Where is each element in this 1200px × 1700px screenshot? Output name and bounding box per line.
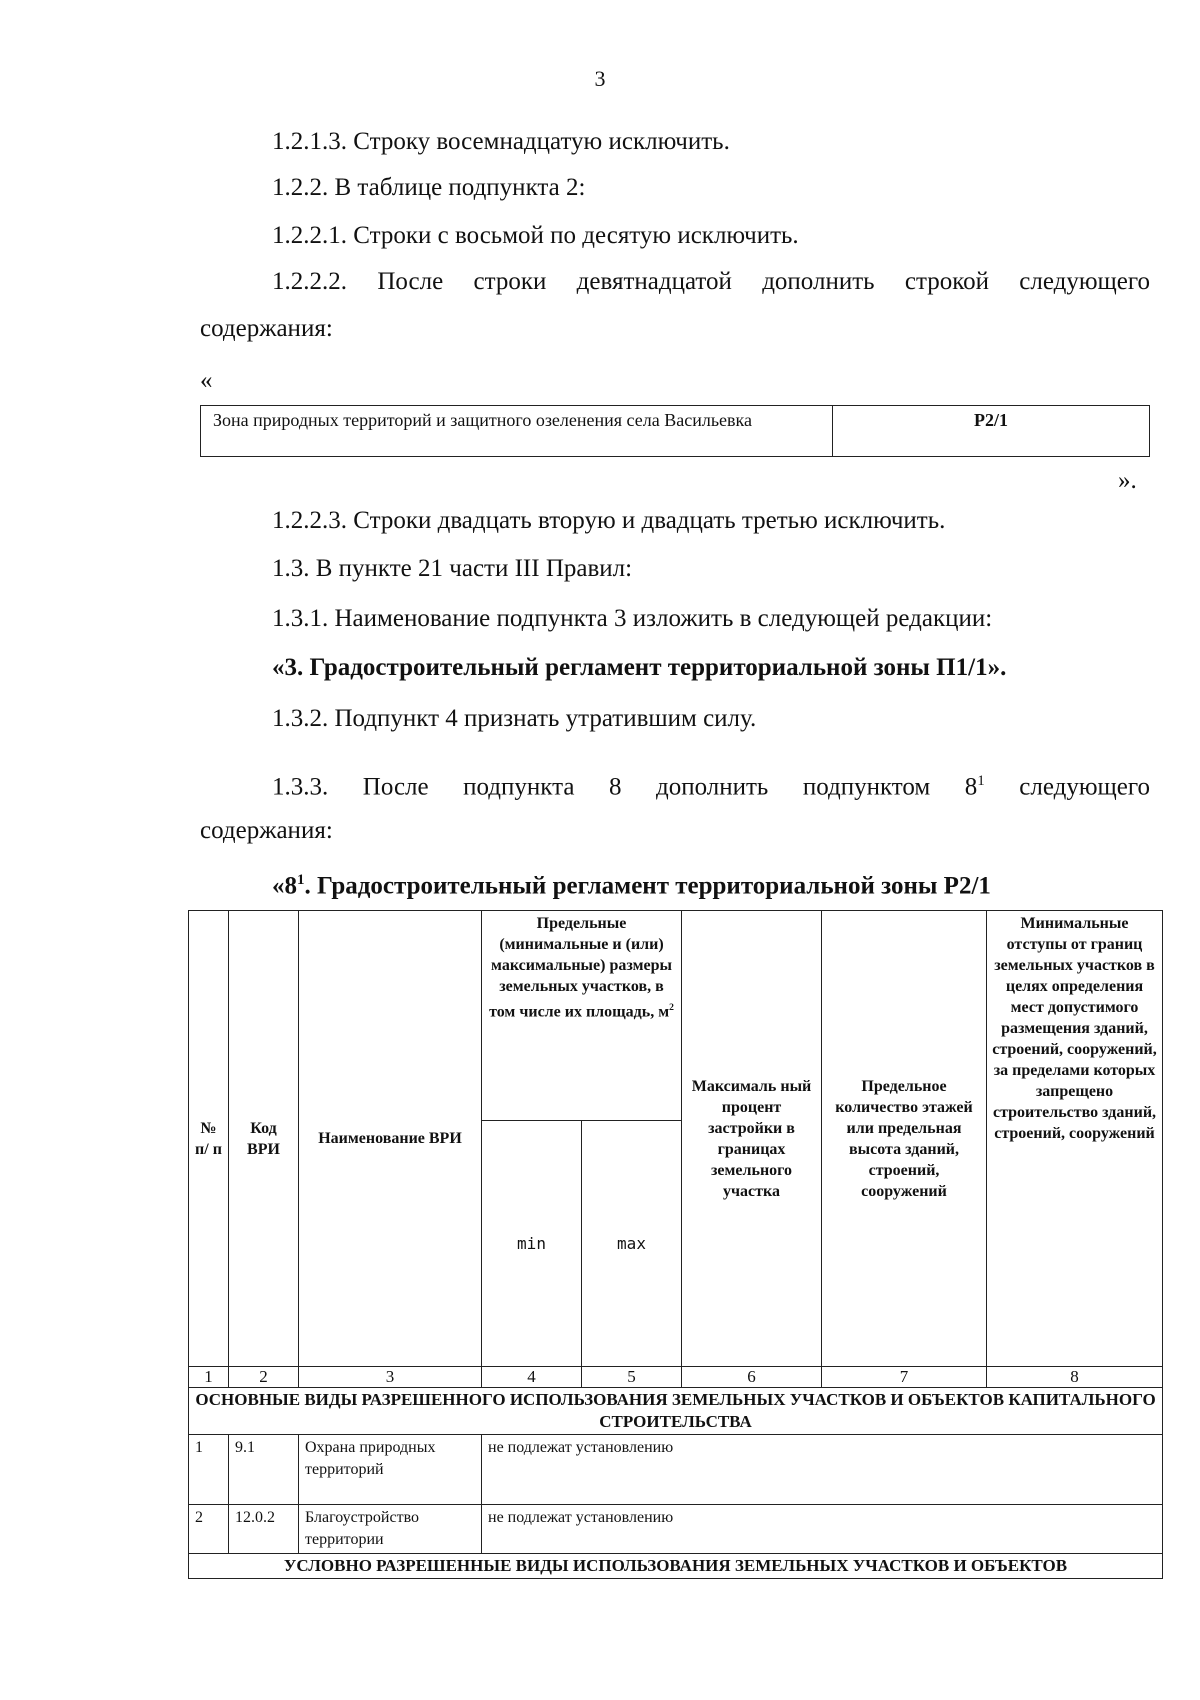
row-code: 12.0.2 [229,1505,299,1554]
heading-zone-r2-1-superscript: 1 [297,872,305,888]
row-num: 1 [189,1435,229,1505]
paragraph-1-2-2-3: 1.2.2.3. Строки двадцать вторую и двадцать третью исключить. [272,507,946,534]
header-percent: Максималь ный процент застройки в границах земельного участка [682,911,822,1367]
column-number: 5 [582,1367,682,1388]
header-floors: Предельное количество этажей или предельная высота зданий, строений, сооружений [822,911,987,1367]
section-main-heading: ОСНОВНЫЕ ВИДЫ РАЗРЕШЕННОГО ИСПОЛЬЗОВАНИЯ ЗЕМЕЛЬНЫХ УЧАСТКОВ И ОБЪЕКТОВ КАПИТАЛЬНОГО СТРОИТЕЛЬСТВА [189,1388,1163,1435]
column-number: 7 [822,1367,987,1388]
zone-insert-table [200,405,1150,457]
paragraph-1-2-1-3: 1.2.1.3. Строку восемнадцатую исключить. [272,128,730,155]
heading-zone-r2-1 [272,864,991,902]
header-sizes [482,911,682,1121]
column-number-row [189,1367,1163,1388]
column-number: 3 [299,1367,482,1388]
header-sizes-superscript: 2 [669,1002,674,1013]
header-max: max [582,1121,682,1367]
section-main-row [189,1388,1163,1435]
zone-code-cell: Р2/1 [974,410,1008,430]
row-name: Благоустройство территории [299,1505,482,1554]
row-value: не подлежат установлению [482,1435,1163,1505]
row-code: 9.1 [229,1435,299,1505]
row-value: не подлежат установлению [482,1505,1163,1554]
column-number: 8 [987,1367,1163,1388]
paragraph-1-3: 1.3. В пункте 21 части III Правил: [272,555,633,582]
paragraph-1-3-2: 1.3.2. Подпункт 4 признать утратившим силу. [272,705,757,732]
close-quote: ». [1118,467,1137,494]
header-setbacks: Минимальные отступы от границ земельных участков в целях определения мест допустимого размещения зданий, строений, сооружений, за пределами которых запрещено строительство зданий, строений, сооружений [987,911,1163,1367]
header-sizes-text: Предельные (минимальные и (или) максимальные) размеры земельных участков, в том числе их площадь, м [489,915,672,1021]
paragraph-1-3-3-line2: содержания: [200,817,333,844]
paragraph-1-3-3-text-b: следующего [984,773,1150,801]
paragraph-1-3-3-line1 [272,765,1150,803]
page-number: 3 [594,66,606,91]
column-number: 2 [229,1367,299,1388]
row-num: 2 [189,1505,229,1554]
paragraph-1-2-2-1: 1.2.2.1. Строки с восьмой по десятую исключить. [272,222,799,249]
regulation-table [188,910,1163,1579]
open-quote: « [200,367,213,394]
heading-zone-r2-1-text-a: «8 [272,872,297,900]
header-code: Код ВРИ [229,911,299,1367]
paragraph-1-3-1: 1.3.1. Наименование подпункта 3 изложить в следующей редакции: [272,605,993,632]
header-min: min [482,1121,582,1367]
header-name: Наименование ВРИ [299,911,482,1367]
column-number: 1 [189,1367,229,1388]
column-number: 6 [682,1367,822,1388]
table-row [189,1505,1163,1554]
section-conditional-heading: УСЛОВНО РАЗРЕШЕННЫЕ ВИДЫ ИСПОЛЬЗОВАНИЯ ЗЕМЕЛЬНЫХ УЧАСТКОВ И ОБЪЕКТОВ [189,1554,1163,1579]
paragraph-1-2-2-2-line2: содержания: [200,315,333,342]
heading-zone-p1-1: «3. Градостроительный регламент территориальной зоны П1/1». [272,654,1007,681]
paragraph-1-3-3-superscript: 1 [977,773,985,789]
row-name: Охрана природных территорий [299,1435,482,1505]
table-row [189,1435,1163,1505]
header-row-1 [189,911,1163,1121]
zone-name-cell: Зона природных территорий и защитного озеленения села Васильевка [201,406,833,456]
paragraph-1-3-3-text-a: 1.3.3. После подпункта 8 дополнить подпунктом 8 [272,773,978,801]
paragraph-1-2-2: 1.2.2. В таблице подпункта 2: [272,174,586,201]
column-number: 4 [482,1367,582,1388]
heading-zone-r2-1-text-b: . Градостроительный регламент территориальной зоны Р2/1 [304,872,991,900]
paragraph-1-2-2-2-line1: 1.2.2.2. После строки девятнадцатой дополнить строкой следующего [272,268,1150,295]
header-num: № п/ п [189,911,229,1367]
section-conditional-row [189,1554,1163,1579]
